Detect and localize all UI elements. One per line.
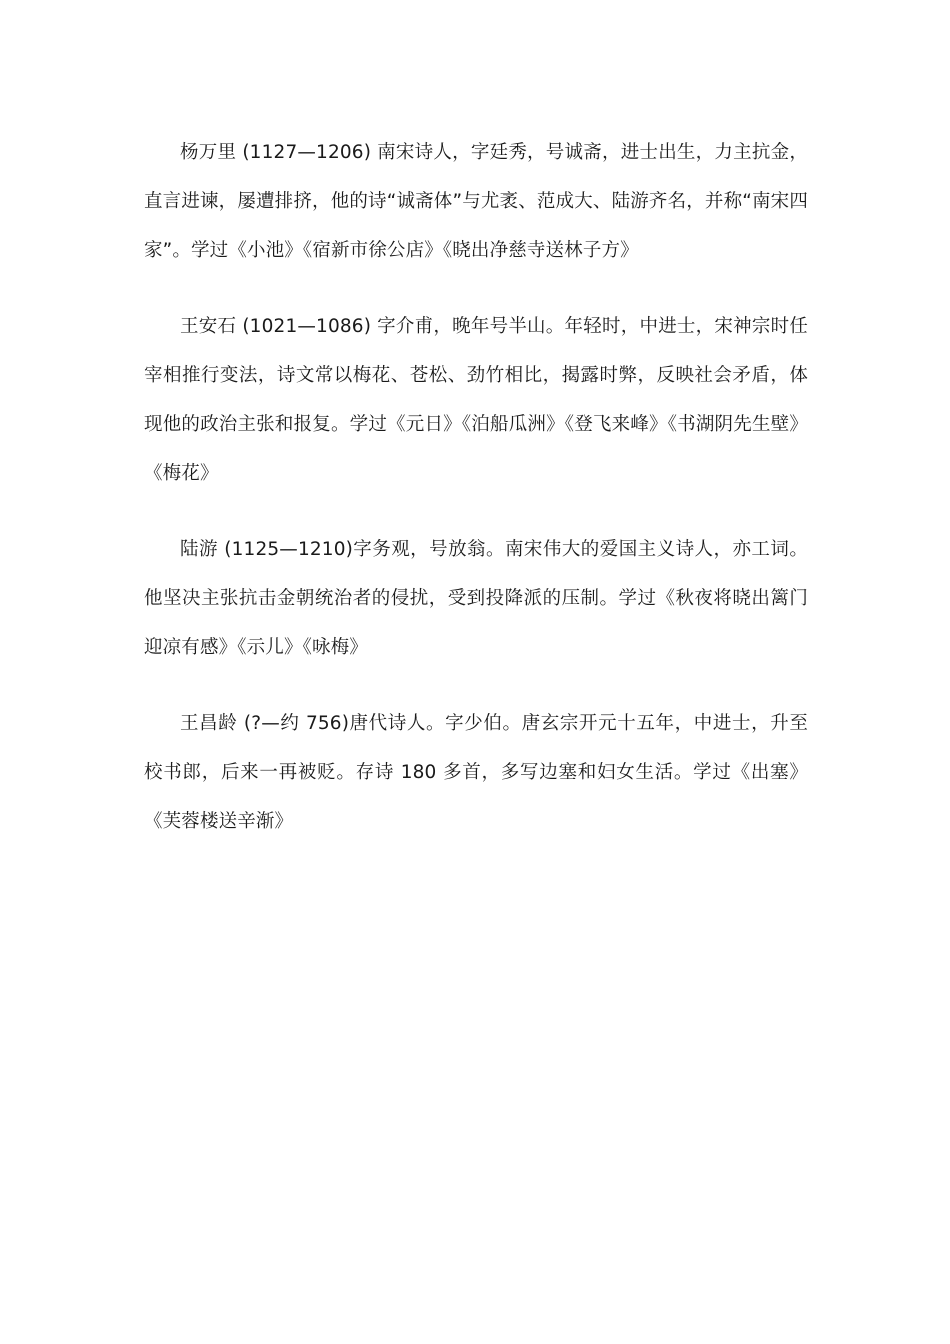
paragraph-lu-you: 陆游 (1125—1210)字务观，号放翁。南宋伟大的爱国主义诗人，亦工词。他坚决主张抗击金朝统治者的侵扰，受到投降派的压制。学过《秋夜将晓出篱门迎凉有感》《示儿》《咏梅》 bbox=[144, 539, 808, 658]
paragraph-wang-changling: 王昌龄 (?—约 756)唐代诗人。字少伯。唐玄宗开元十五年，中进士，升至校书郎，后来一再被贬。存诗 180 多首，多写边塞和妇女生活。学过《出塞》《芙蓉楼送辛渐》 bbox=[144, 713, 808, 832]
paragraph-wang-anshi: 王安石 (1021—1086) 字介甫，晚年号半山。年轻时，中进士，宋神宗时任宰相推行变法，诗文常以梅花、苍松、劲竹相比，揭露时弊，反映社会矛盾，体现他的政治主张和报复。学过《元日》《泊船瓜洲》《登飞来峰》《书湖阴先生壁》《梅花》 bbox=[144, 316, 808, 484]
paragraph-yang-wanli: 杨万里 (1127—1206) 南宋诗人，字廷秀，号诚斋，进士出生，力主抗金，直言进谏，屡遭排挤，他的诗“诚斋体”与尤袤、范成大、陆游齐名，并称“南宋四家”。学过《小池》《宿新市徐公店》《晓出净慈寺送林子方》 bbox=[144, 142, 808, 261]
document-body bbox=[144, 128, 808, 846]
